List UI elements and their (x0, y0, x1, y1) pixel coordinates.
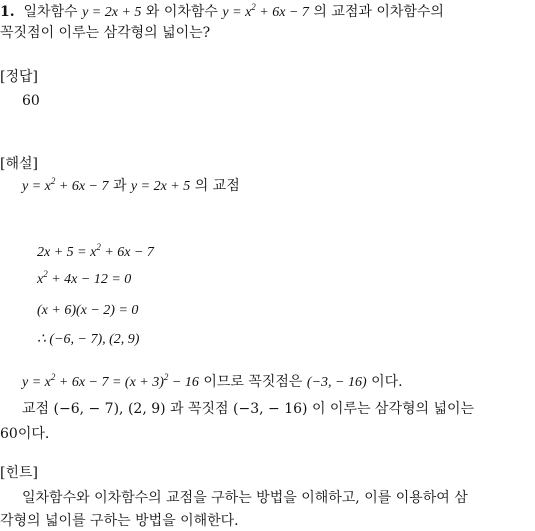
answer-label: [정답] (0, 69, 38, 85)
hint-line-1: 일차함수와 이차함수의 교점을 구하는 방법을 이해하고, 이를 이용하여 삼 (22, 490, 468, 506)
hint-label: [힌트] (0, 465, 38, 481)
vertex-point: (−3, − 16) (306, 375, 367, 390)
solution-step-1 (37, 244, 154, 262)
intro-exponent: 2 (50, 176, 56, 186)
solution-intro (22, 177, 240, 196)
eq2-pre: y = x (222, 5, 252, 20)
solution-conclusion-1: 교점 (−6, − 7), (2, 9) 과 꼭짓점 (−3, − 16) 이 이루는 삼각형의 넓이는 (22, 401, 475, 417)
vertex-pre: y = x (22, 375, 51, 390)
equation-linear: y = 2x + 5 (82, 5, 142, 20)
intro-linear: y = 2x + 5 (130, 179, 191, 194)
vertex-exponent-2: 2 (163, 372, 169, 382)
solution-step-4: ∴ (−6, − 7), (2, 9) (37, 332, 140, 347)
step1-exponent: 2 (96, 242, 101, 252)
intro-mid: + 6x − 7 (55, 179, 109, 194)
problem-line-1 (0, 3, 444, 22)
eq2-exponent: 2 (251, 2, 256, 12)
intro-kw1: 과 (112, 178, 127, 194)
problem-text-c: 의 교점과 이차함수의 (313, 4, 444, 20)
problem-text-b: 와 이차함수 (145, 4, 218, 20)
solution-step-3: (x + 6)(x − 2) = 0 (37, 303, 139, 318)
step1-pre: 2x + 5 = x (37, 245, 97, 260)
step2-exponent: 2 (43, 269, 48, 279)
step2-post: + 4x − 12 = 0 (47, 272, 132, 287)
vertex-end: 이다. (371, 374, 403, 390)
vertex-equation (22, 372, 199, 390)
step1-post: + 6x − 7 (100, 245, 154, 260)
step2-pre: x (37, 272, 44, 287)
solution-step-2 (37, 271, 131, 289)
solution-conclusion-2: 60이다. (0, 426, 50, 442)
vertex-text: 이므로 꼭짓점은 (203, 374, 303, 390)
equation-quadratic (222, 2, 309, 20)
problem-text-a: 일차함수 (23, 4, 78, 20)
vertex-mid: + 6x − 7 = (x + 3) (55, 375, 164, 390)
answer-value: 60 (22, 93, 40, 109)
problem-number: 1. (0, 4, 15, 20)
solution-label: [해설] (0, 156, 38, 172)
vertex-post: − 16 (168, 375, 199, 390)
eq2-post: + 6x − 7 (255, 5, 309, 20)
solution-vertex (22, 373, 403, 392)
intro-pre: y = x (22, 179, 51, 194)
problem-line-2: 꼭짓점이 이루는 삼각형의 넓이는? (0, 25, 211, 41)
hint-line-2: 각형의 넓이를 구하는 방법을 이해한다. (0, 513, 239, 529)
intro-kw2: 의 교점 (194, 178, 240, 194)
vertex-exponent: 2 (50, 372, 56, 382)
intro-equation (22, 176, 109, 194)
